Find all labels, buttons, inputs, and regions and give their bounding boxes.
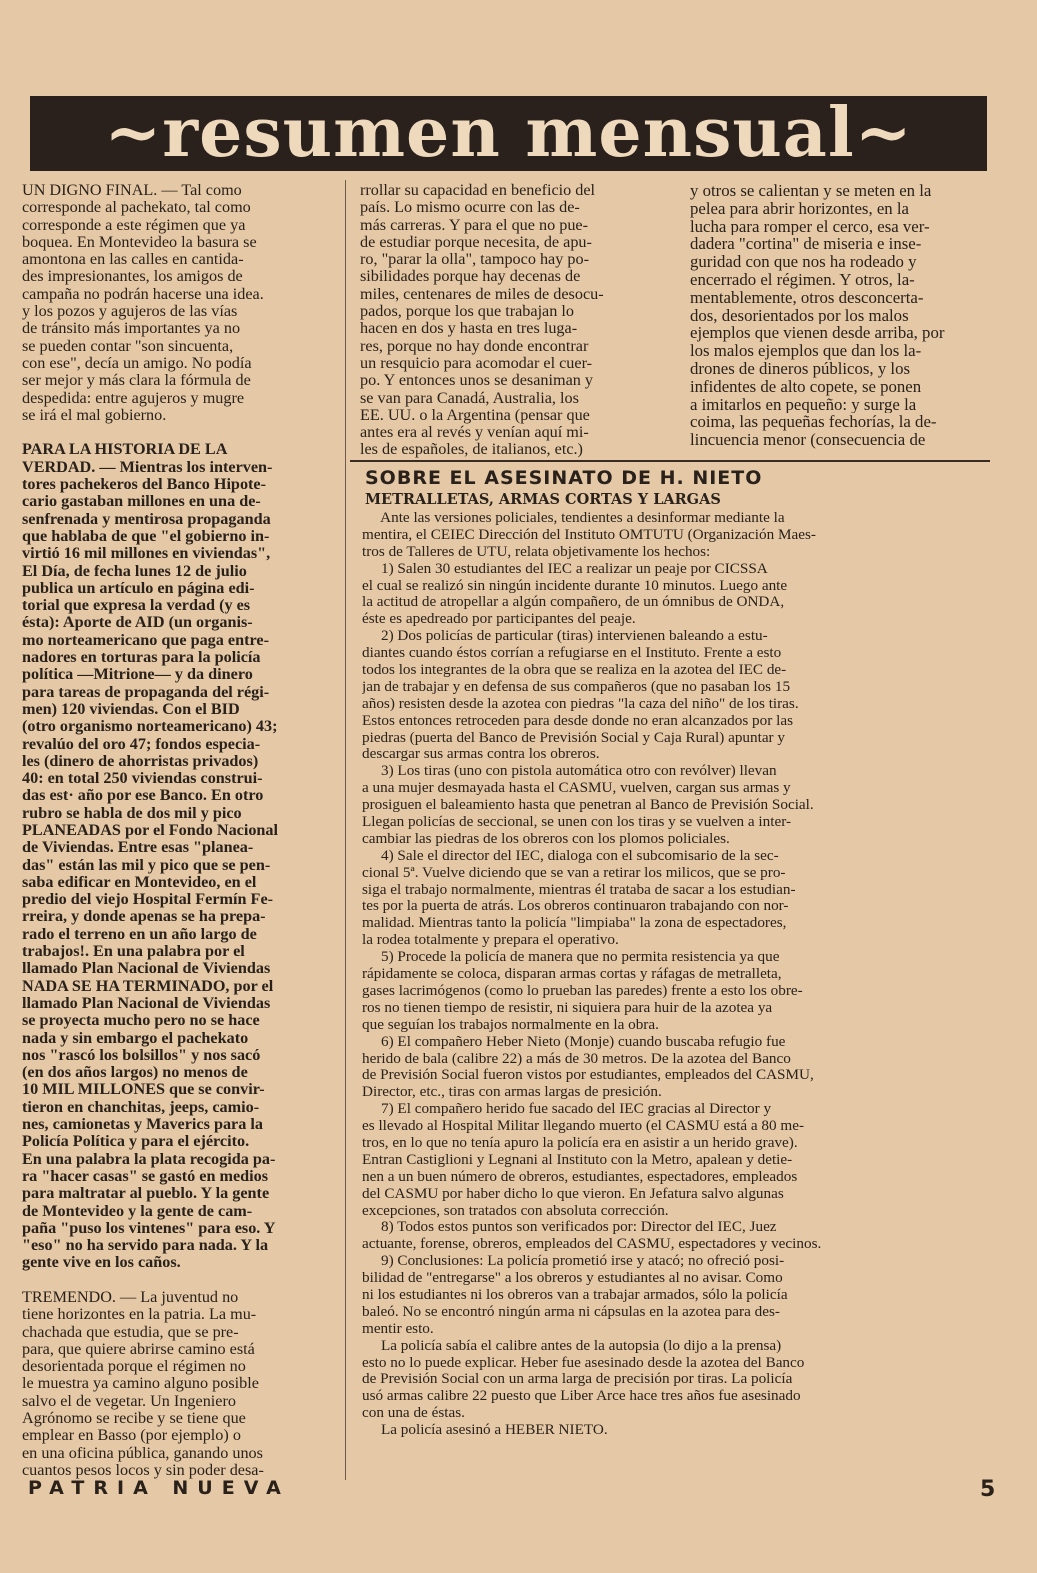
- text-line: cario gastaban millones en una de-: [22, 493, 261, 511]
- text-line: rrollar su capacidad en beneficio del: [360, 182, 596, 199]
- text-line: y otros se calientan y se meten en la: [690, 182, 932, 200]
- right-column: [690, 182, 998, 449]
- text-line: país. Lo mismo ocurre con las de-: [360, 199, 580, 217]
- text-line: tros de Talleres de UTU, relata objetivamente los hechos:: [362, 543, 711, 560]
- text-line: un resquicio para acomodar el cuer-: [360, 354, 593, 372]
- text-line: nen a un buen número de obreros, estudiantes, espectadores, empleados: [362, 1168, 798, 1185]
- text-line: pelea para abrir horizontes, en la: [690, 199, 909, 218]
- text-line: La policía asesinó a HEBER NIETO.: [362, 1422, 608, 1439]
- text-line: de Previsión Social con un arma larga de precisión por tiras. La policía: [362, 1371, 793, 1388]
- text-line: ra "hacer casas" se gastó en medios: [22, 1167, 269, 1185]
- text-line: EE. UU. o la Argentina (pensar que: [360, 406, 590, 424]
- text-line: rubro se habla de dos mil y pico: [22, 804, 242, 822]
- text-line: [22, 1272, 330, 1289]
- text-line: despedida: entre agujeros y mugre: [22, 389, 245, 407]
- publication-name: PATRIA NUEVA: [28, 1477, 290, 1499]
- text-line: siga el trabajo normalmente, mientras él trataba de sacar a los estudian-: [362, 881, 796, 898]
- text-line: a imitarlos en pequeño: y surge la: [690, 395, 917, 414]
- text-line: senfrenada y mentirosa propaganda: [22, 510, 271, 528]
- left-column: [22, 182, 330, 1479]
- text-line: para maltratar al pueblo. Y la gente: [22, 1185, 270, 1203]
- text-line: para, que quiere abrirse camino está: [22, 1340, 255, 1358]
- text-line: dos, desorientados por los malos: [690, 306, 909, 325]
- text-line: TREMENDO. — La juventud no: [22, 1289, 239, 1306]
- text-line: PARA LA HISTORIA DE LA: [22, 441, 228, 459]
- text-line: excepciones, son tratados con absoluta corrección.: [362, 1202, 669, 1219]
- text-line: 7) El compañero herido fue sacado del IEC gracias al Director y: [362, 1101, 772, 1118]
- text-line: men) 120 viviendas. Con el BID: [22, 700, 240, 718]
- page-number: 5: [980, 1477, 996, 1502]
- text-line: les (dinero de ahorristas privados): [22, 752, 259, 770]
- article-body: [362, 510, 998, 1439]
- middle-column: [360, 182, 668, 459]
- text-line: [22, 424, 330, 441]
- text-line: en una oficina pública, ganando unos: [22, 1444, 263, 1462]
- text-line: nes, camionetas y Maverics para la: [22, 1116, 263, 1134]
- text-line: 6) El compañero Heber Nieto (Monje) cuando buscaba refugio fue: [362, 1033, 786, 1050]
- text-line: corresponde a este régimen que ya: [22, 216, 246, 234]
- text-line: "eso" no ha servido para nada. Y la: [22, 1237, 269, 1255]
- text-line: pados, porque los que trabajan lo: [360, 303, 574, 321]
- text-line: po. Y entonces unos se desaniman y: [360, 372, 594, 390]
- text-line: años) resisten desde la azotea con piedras "la caza del niño" de los tiras.: [362, 695, 799, 712]
- text-line: llamado Plan Nacional de Viviendas: [22, 994, 271, 1012]
- text-line: 10 MIL MILLONES que se convir-: [22, 1081, 265, 1099]
- text-line: corresponde al pachekato, tal como: [22, 199, 251, 217]
- text-line: saba edificar en Montevideo, en el: [22, 873, 257, 891]
- column-divider: [345, 180, 346, 1480]
- text-line: se irá el mal gobierno.: [22, 406, 167, 424]
- text-line: publica un artículo en página edi-: [22, 579, 255, 597]
- text-line: 40: en total 250 viviendas construi-: [22, 770, 263, 788]
- text-line: nos "rascó los bolsillos" y nos sacó: [22, 1046, 261, 1064]
- text-line: revalúo del oro 47; fondos especia-: [22, 735, 261, 753]
- text-line: de tránsito más importantes ya no: [22, 320, 241, 338]
- text-line: predio del viejo Hospital Fermín Fe-: [22, 891, 274, 909]
- text-line: éste es apedreado por participantes del peaje.: [362, 611, 636, 628]
- text-line: lucha para romper el cerco, esa ver-: [690, 217, 930, 236]
- text-line: es llevado al Hospital Militar llegando muerto (el CASMU está a 80 me-: [362, 1118, 805, 1135]
- article-title: SOBRE EL ASESINATO DE H. NIETO: [365, 467, 763, 489]
- text-line: 3) Los tiras (uno con pistola automática otro con revólver) llevan: [362, 763, 777, 780]
- text-line: el cual se realizó sin ningún incidente durante 10 minutos. Luego ante: [362, 577, 788, 594]
- text-line: 2) Dos policías de particular (tiras) intervienen baleando a estu-: [362, 628, 768, 645]
- text-line: se proyecta mucho pero no se hace: [22, 1012, 260, 1030]
- text-line: gente vive en los caños.: [22, 1254, 181, 1272]
- text-line: miles, centenares de miles de desocu-: [360, 285, 604, 303]
- text-line: Ante las versiones policiales, tendientes a desinformar mediante la: [362, 510, 785, 526]
- text-line: paña "puso los vintenes" para eso. Y: [22, 1219, 276, 1237]
- text-line: que hablaba de que "el gobierno in-: [22, 527, 270, 545]
- text-line: amontona en las calles en cantida-: [22, 251, 244, 269]
- text-line: de Montevideo y la gente de cam-: [22, 1202, 253, 1220]
- text-line: se pueden contar "son sincuenta,: [22, 337, 234, 355]
- text-line: 4) Sale el director del IEC, dialoga con el subcomisario de la sec-: [362, 847, 779, 864]
- text-line: del CASMU por haber dicho lo que vieron. En Jefatura salvo algunas: [362, 1185, 784, 1202]
- text-line: des impresionantes, los amigos de: [22, 268, 243, 286]
- text-line: con ese", decía un amigo. No podía: [22, 354, 252, 372]
- text-line: 5) Procede la policía de manera que no permita resistencia ya que: [362, 949, 780, 966]
- text-line: política —Mitrione— y da dinero: [22, 666, 253, 684]
- article-subtitle: METRALLETAS, ARMAS CORTAS Y LARGAS: [365, 491, 721, 508]
- text-line: encerrado el régimen. Y otros, la-: [690, 270, 915, 289]
- text-line: nada y sin embargo el pachekato: [22, 1029, 249, 1047]
- text-line: para tareas de propaganda del régi-: [22, 683, 270, 701]
- text-line: das" están las mil y pico que se pen-: [22, 856, 271, 874]
- text-line: desorientada porque el régimen no: [22, 1358, 246, 1376]
- text-line: actuante, forense, obreros, empleados del CASMU, espectadores y vecinos.: [362, 1236, 822, 1253]
- text-line: ros no tienen tiempo de resistir, ni siquiera para huir de la azotea ya: [362, 999, 773, 1016]
- text-line: virtió 16 mil millones en viviendas",: [22, 545, 271, 563]
- text-line: de Previsión Social fueron vistos por estudiantes, empleados del CASMU,: [362, 1067, 814, 1084]
- text-line: le muestra ya camino alguno posible: [22, 1375, 259, 1393]
- text-line: nadores en torturas para la policía: [22, 649, 261, 667]
- text-line: jan de trabajar y en defensa de sus compañeros (que no pasaban los 15: [362, 678, 791, 695]
- text-line: con una de éstas.: [362, 1405, 465, 1422]
- text-line: rreira, y donde apenas se ha prepa-: [22, 908, 266, 926]
- text-line: emplear en Basso (por ejemplo) o: [22, 1427, 241, 1445]
- text-line: sibilidades porque hay decenas de: [360, 268, 581, 286]
- text-line: que seguían los trabajos normalmente en la obra.: [362, 1016, 659, 1033]
- text-line: ni los estudiantes ni los obreros van a trabajar armados, sólo la policía: [362, 1286, 788, 1303]
- text-line: guridad con que nos ha rodeado y: [690, 253, 917, 271]
- text-line: Entran Castiglioni y Legnani al Instituto con la Metro, apalean y detie-: [362, 1151, 793, 1168]
- text-line: cuantos pesos locos y sin poder desa-: [22, 1461, 264, 1479]
- text-line: La policía sabía el calibre antes de la autopsia (lo dijo a la prensa): [362, 1337, 782, 1354]
- text-line: Director, etc., tiras con armas largas de presición.: [362, 1084, 662, 1101]
- text-line: rápidamente se coloca, disparan armas cortas y ráfagas de metralleta,: [362, 966, 782, 983]
- text-line: UN DIGNO FINAL. — Tal como: [22, 182, 242, 199]
- text-line: mentira, el CEIEC Dirección del Instituto OMTUTU (Organización Maes-: [362, 526, 816, 543]
- text-line: torial que expresa la verdad (y es: [22, 597, 251, 615]
- text-line: PLANEADAS por el Fondo Nacional: [22, 821, 279, 839]
- text-line: más carreras. Y para el que no pue-: [360, 216, 589, 234]
- text-line: esto no lo puede explicar. Heber fue asesinado desde la azotea del Banco: [362, 1354, 805, 1371]
- text-line: tieron en chanchitas, jeeps, camio-: [22, 1098, 260, 1116]
- text-line: ro, "parar la olla", tampoco hay po-: [360, 251, 589, 269]
- text-line: la rodea totalmente y prepara el operativo.: [362, 932, 619, 949]
- text-line: tes por la puerta de atrás. Los obreros continuaron trabajando con nor-: [362, 898, 789, 915]
- text-line: se van para Canadá, Australia, los: [360, 389, 579, 407]
- article-rule: [350, 460, 990, 462]
- text-line: la actitud de atropellar a algún compañero, de un ómnibus de ONDA,: [362, 594, 785, 611]
- text-line: coima, las pequeñas fechorías, la de-: [690, 413, 937, 432]
- text-line: y los pozos y agujeros de las vías: [22, 303, 238, 321]
- text-line: chachada que estudia, que se pre-: [22, 1323, 239, 1341]
- text-line: herido de bala (calibre 22) a más de 30 metros. De la azotea del Banco: [362, 1050, 791, 1067]
- text-line: das est· año por ese Banco. En otro: [22, 787, 264, 805]
- text-line: bilidad de "entregarse" a los obreros y estudiantes al no avisar. Como: [362, 1270, 783, 1287]
- text-line: de Viviendas. Entre esas "planea-: [22, 839, 254, 857]
- text-line: antes era al revés y venían aquí mi-: [360, 424, 589, 442]
- text-line: tros, en lo que no tenía apuro la policía era en asistir a un herido grave).: [362, 1134, 798, 1151]
- text-line: lincuencia menor (consecuencia de: [690, 431, 926, 449]
- text-line: En una palabra la plata recogida pa-: [22, 1150, 276, 1168]
- text-line: El Día, de fecha lunes 12 de julio: [22, 562, 247, 580]
- text-line: (en dos años largos) no menos de: [22, 1064, 248, 1082]
- text-line: baleó. No se encontró ningún arma ni cápsulas en la azotea para des-: [362, 1303, 780, 1320]
- text-line: mentir esto.: [362, 1320, 434, 1337]
- text-line: los malos ejemplos que dan los la-: [690, 342, 922, 360]
- text-line: res, porque no hay donde encontrar: [360, 337, 589, 355]
- text-line: hacen en dos y hasta en tres luga-: [360, 320, 578, 338]
- text-line: NADA SE HA TERMINADO, por el: [22, 977, 274, 995]
- text-line: trabajos!. En una palabra por el: [22, 943, 245, 961]
- text-line: piedras (puerta del Banco de Previsión Social y Caja Rural) apuntar y: [362, 729, 786, 746]
- text-line: salvo el de vegetar. Un Ingeniero: [22, 1392, 236, 1410]
- text-line: rado el terreno en un año largo de: [22, 925, 257, 943]
- text-line: usó armas calibre 22 puesto que Liber Arce hace tres años fue asesinado: [362, 1388, 801, 1405]
- text-line: Estos entonces retroceden para desde donde no eran alcanzados por las: [362, 712, 793, 729]
- text-line: cambiar las piedras de los obreros con los plomos policiales.: [362, 830, 730, 847]
- text-line: ejemplos que vienen desde arriba, por: [690, 324, 945, 343]
- text-line: drones de dineros públicos, y los: [690, 359, 910, 378]
- text-line: malidad. Mientras tanto la policía "limpiaba" la zona de espectadores,: [362, 915, 787, 932]
- text-line: ésta): Aporte de AID (un organis-: [22, 614, 253, 632]
- text-line: 9) Conclusiones: La policía prometió irse y atacó; no ofreció posi-: [362, 1253, 785, 1270]
- text-line: campaña no podrán hacerse una idea.: [22, 285, 264, 303]
- text-line: mo norteamericano que paga entre-: [22, 631, 269, 649]
- text-line: dadera "cortina" de miseria e inse-: [690, 235, 922, 254]
- text-line: a una mujer desmayada hasta el CASMU, vuelven, cargan sus armas y: [362, 780, 791, 797]
- text-line: mentablemente, otros desconcerta-: [690, 288, 924, 307]
- section-banner: ~resumen mensual~: [30, 96, 987, 171]
- text-line: boquea. En Montevideo la basura se: [22, 233, 257, 251]
- text-line: 1) Salen 30 estudiantes del IEC a realizar un peaje por CICSSA: [362, 560, 768, 577]
- text-line: llamado Plan Nacional de Viviendas: [22, 960, 271, 978]
- text-line: infidentes de alto copete, se ponen: [690, 377, 922, 396]
- text-line: tores pachekeros del Banco Hipote-: [22, 476, 266, 494]
- text-line: VERDAD. — Mientras los interven-: [22, 458, 273, 476]
- text-line: cional 5ª. Vuelve diciendo que se van a retirar los milicos, que se pro-: [362, 864, 786, 881]
- text-line: les de españoles, de italianos, etc.): [360, 441, 583, 459]
- text-line: gases lacrimógenos (como lo prueban las paredes) frente a esto los obre-: [362, 982, 803, 999]
- text-line: ser mejor y más clara la fórmula de: [22, 372, 251, 390]
- text-line: Agrónomo se recibe y se tiene que: [22, 1410, 246, 1428]
- text-line: (otro organismo norteamericano) 43;: [22, 718, 278, 736]
- text-line: Llegan policías de seccional, se unen con los tiras y se vuelven a inter-: [362, 814, 792, 831]
- text-line: diantes cuando éstos corrían a refugiarse en el Instituto. Frente a esto: [362, 645, 782, 662]
- text-line: descargar sus armas contra los obreros.: [362, 746, 600, 763]
- text-line: todos los integrantes de la obra que se realiza en la azotea del IEC de-: [362, 662, 787, 679]
- text-line: Policía Política y para el ejército.: [22, 1133, 250, 1151]
- text-line: de estudiar porque necesita, de apu-: [360, 233, 592, 251]
- text-line: tiene horizontes en la patria. La mu-: [22, 1306, 257, 1324]
- text-line: prosiguen el baleamiento hasta que penetran al Banco de Previsión Social.: [362, 797, 814, 814]
- text-line: 8) Todos estos puntos son verificados por: Director del IEC, Juez: [362, 1219, 777, 1236]
